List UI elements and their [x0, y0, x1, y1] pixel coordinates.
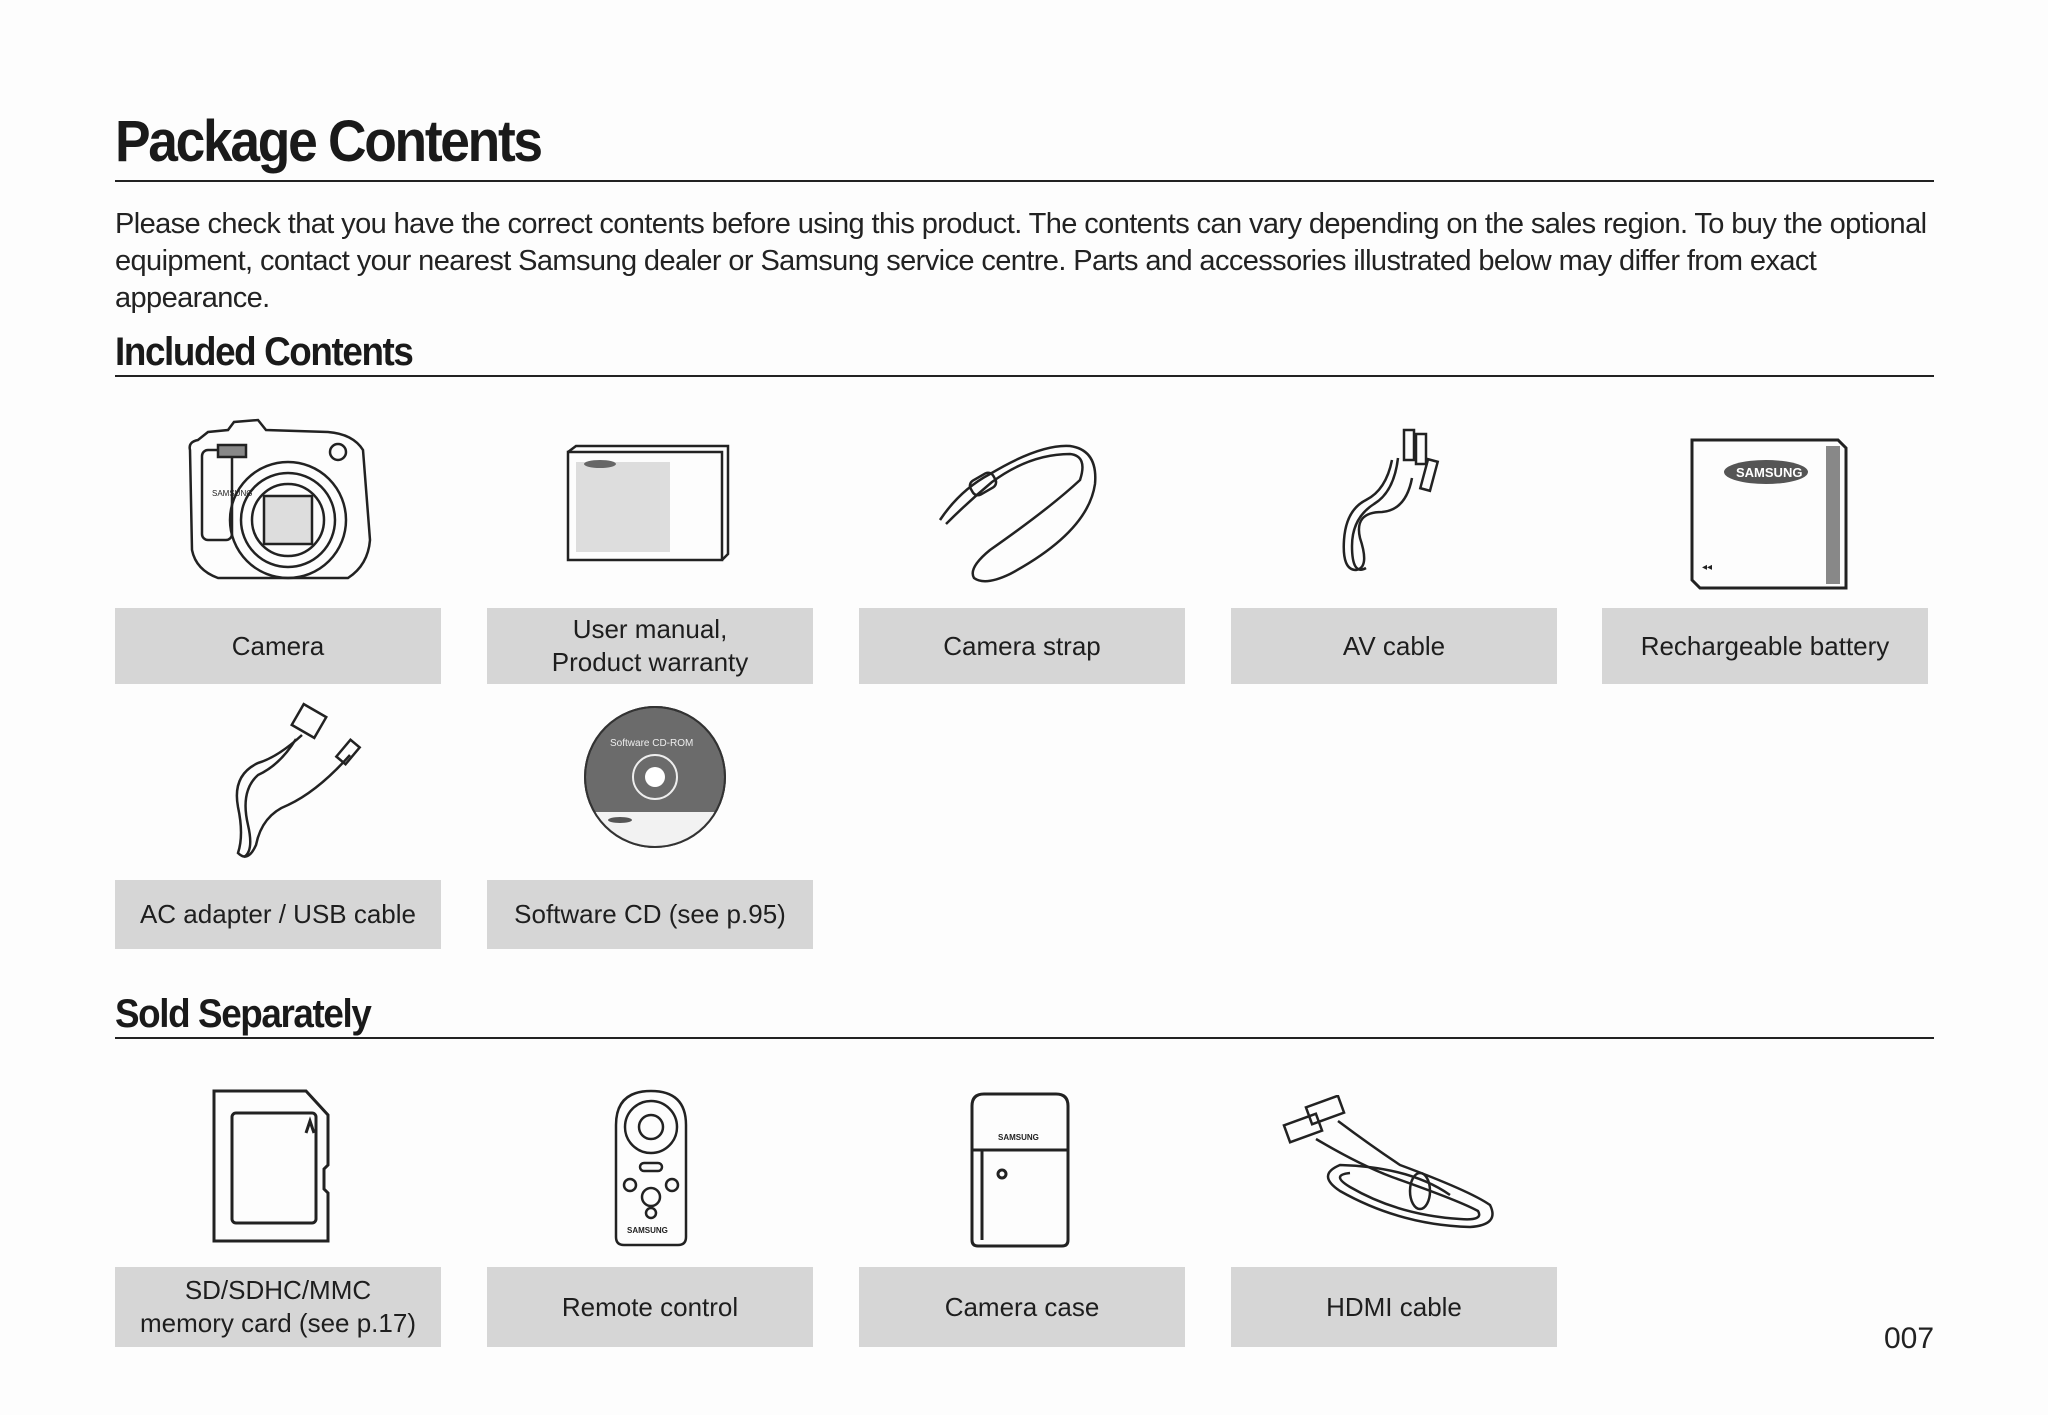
svg-text:SAMSUNG: SAMSUNG	[627, 1226, 668, 1235]
included-label-6: AC adapter / USB cable	[115, 880, 441, 949]
page-number: 007	[1884, 1322, 1935, 1355]
av-cable-icon	[1326, 420, 1456, 585]
sold-label-1: SD/SDHC/MMC memory card (see p.17)	[115, 1267, 441, 1347]
sold-label-4: HDMI cable	[1231, 1267, 1557, 1347]
remote-icon	[608, 1085, 694, 1250]
included-heading: Included Contents	[115, 330, 413, 374]
sold-label-3: Camera case	[859, 1267, 1185, 1347]
svg-text:◂◂: ◂◂	[1702, 562, 1713, 573]
sold-divider	[115, 1037, 1934, 1039]
included-label-7: Software CD (see p.95)	[487, 880, 813, 949]
included-label-4: AV cable	[1231, 608, 1557, 684]
sold-heading: Sold Separately	[115, 992, 371, 1036]
memory-card-icon	[208, 1085, 334, 1245]
title-divider	[115, 180, 1934, 182]
page-title: Package Contents	[115, 109, 541, 174]
included-divider	[115, 375, 1934, 377]
svg-text:SAMSUNG: SAMSUNG	[1736, 465, 1803, 480]
hdmi-cable-icon	[1280, 1095, 1505, 1235]
included-label-1: Camera	[115, 608, 441, 684]
svg-text:SAMSUNG: SAMSUNG	[212, 489, 253, 498]
manual-icon	[562, 442, 732, 567]
strap-icon	[930, 432, 1105, 587]
svg-text:SAMSUNG: SAMSUNG	[998, 1133, 1039, 1142]
svg-text:Software CD-ROM: Software CD-ROM	[610, 738, 694, 749]
included-label-5: Rechargeable battery	[1602, 608, 1928, 684]
intro-paragraph: Please check that you have the correct contents before using this product. The contents can vary depending on the sales region. To buy the optional equipment, contact your nearest Samsung dealer or Samsung service centre. Parts and accessories illustrated below may differ from exact appearance.	[115, 208, 1927, 314]
ac-adapter-icon	[218, 695, 368, 865]
camera-icon	[178, 410, 388, 590]
included-label-3: Camera strap	[859, 608, 1185, 684]
included-label-2: User manual, Product warranty	[487, 608, 813, 684]
cd-icon	[580, 702, 730, 852]
battery-icon	[1686, 430, 1856, 595]
camera-case-icon	[964, 1090, 1076, 1250]
sold-label-2: Remote control	[487, 1267, 813, 1347]
